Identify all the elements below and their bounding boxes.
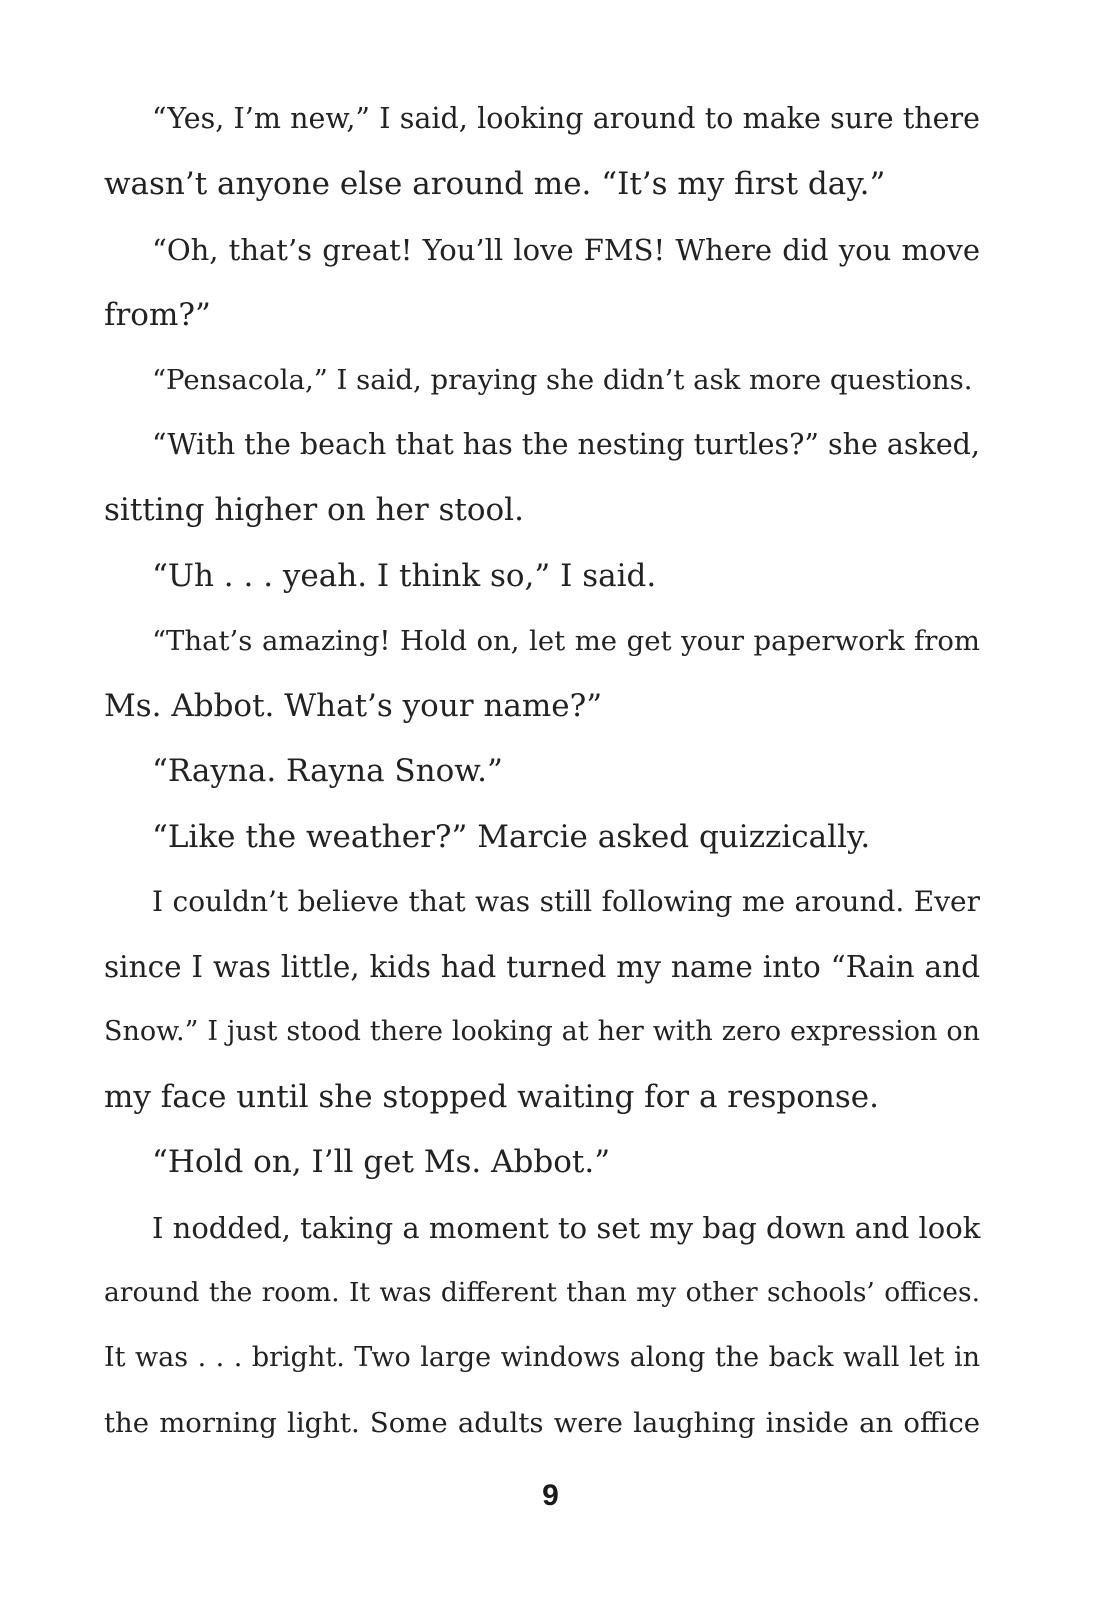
text-line: “Hold on, I’ll get Ms. Abbot.” [152,1144,611,1180]
text-line: Snow.” I just stood there looking at her with zero expression on [104,1016,980,1047]
page-number: 9 [542,1479,559,1512]
text-line: I nodded, taking a moment to set my bag down and look [152,1211,981,1245]
text-line: “Oh, that’s great! You’ll love FMS! Where did you move [152,233,980,267]
text-line: “Yes, I’m new,” I said, looking around to make sure there [152,102,980,135]
text-line: “That’s amazing! Hold on, let me get your paperwork from [152,625,980,657]
text-line: sitting higher on her stool. [104,492,524,528]
text-line: “With the beach that has the nesting turtles?” she asked, [152,428,980,461]
text-line: It was . . . bright. Two large windows along the back wall let in [104,1342,980,1373]
text-line: I couldn’t believe that was still following me around. Ever [152,885,980,918]
text-line: wasn’t anyone else around me. “It’s my first day.” [104,166,886,202]
text-line: around the room. It was different than my other schools’ offices. [104,1277,980,1308]
text-line: “Uh . . . yeah. I think so,” I said. [152,558,657,594]
text-line: “Rayna. Rayna Snow.” [152,753,503,789]
text-line: “Pensacola,” I said, praying she didn’t ask more questions. [152,364,973,396]
text-line: from?” [104,297,211,333]
text-line: “Like the weather?” Marcie asked quizzically. [152,819,871,855]
text-line: since I was little, kids had turned my name into “Rain and [104,950,980,984]
text-line: the morning light. Some adults were laughing inside an office [104,1407,980,1439]
text-line: Ms. Abbot. What’s your name?” [104,688,603,724]
text-line: my face until she stopped waiting for a response. [104,1079,879,1115]
